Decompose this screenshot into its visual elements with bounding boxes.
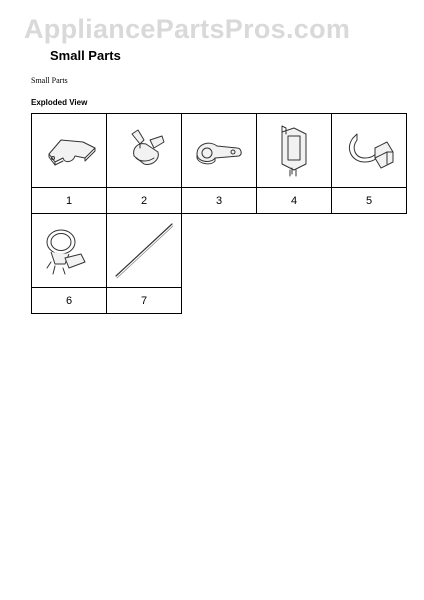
flat-clip-plate-icon xyxy=(35,118,103,182)
part-cell-1[interactable] xyxy=(31,113,107,214)
exploded-view-label: Exploded View xyxy=(31,98,88,107)
hose-clip-icon xyxy=(335,118,403,182)
part-image-1 xyxy=(32,114,106,188)
rod-icon xyxy=(110,218,178,282)
part-number-6: 6 xyxy=(65,295,73,307)
ring-clamp-icon xyxy=(35,218,103,282)
part-number-3: 3 xyxy=(215,195,223,207)
part-cell-6[interactable] xyxy=(31,213,107,314)
part-image-7 xyxy=(107,214,181,288)
wing-clip-icon xyxy=(110,118,178,182)
part-number-2: 2 xyxy=(140,195,148,207)
part-image-5 xyxy=(332,114,406,188)
part-cell-7[interactable] xyxy=(106,213,182,314)
part-cell-4[interactable] xyxy=(256,113,332,214)
part-number-7: 7 xyxy=(140,295,148,307)
part-image-3 xyxy=(182,114,256,188)
part-image-4 xyxy=(257,114,331,188)
bracket-clip-icon xyxy=(260,118,328,182)
part-number-5: 5 xyxy=(365,195,373,207)
page-subtitle: Small Parts xyxy=(31,76,68,85)
cable-clamp-icon xyxy=(185,118,253,182)
part-image-2 xyxy=(107,114,181,188)
part-cell-5[interactable] xyxy=(331,113,407,214)
part-number-1: 1 xyxy=(65,195,73,207)
part-cell-2[interactable] xyxy=(106,113,182,214)
watermark-logo: AppliancePartsPros.com xyxy=(24,14,351,44)
page-title: Small Parts xyxy=(50,48,121,63)
part-image-6 xyxy=(32,214,106,288)
part-number-4: 4 xyxy=(290,195,298,207)
part-cell-3[interactable] xyxy=(181,113,257,214)
